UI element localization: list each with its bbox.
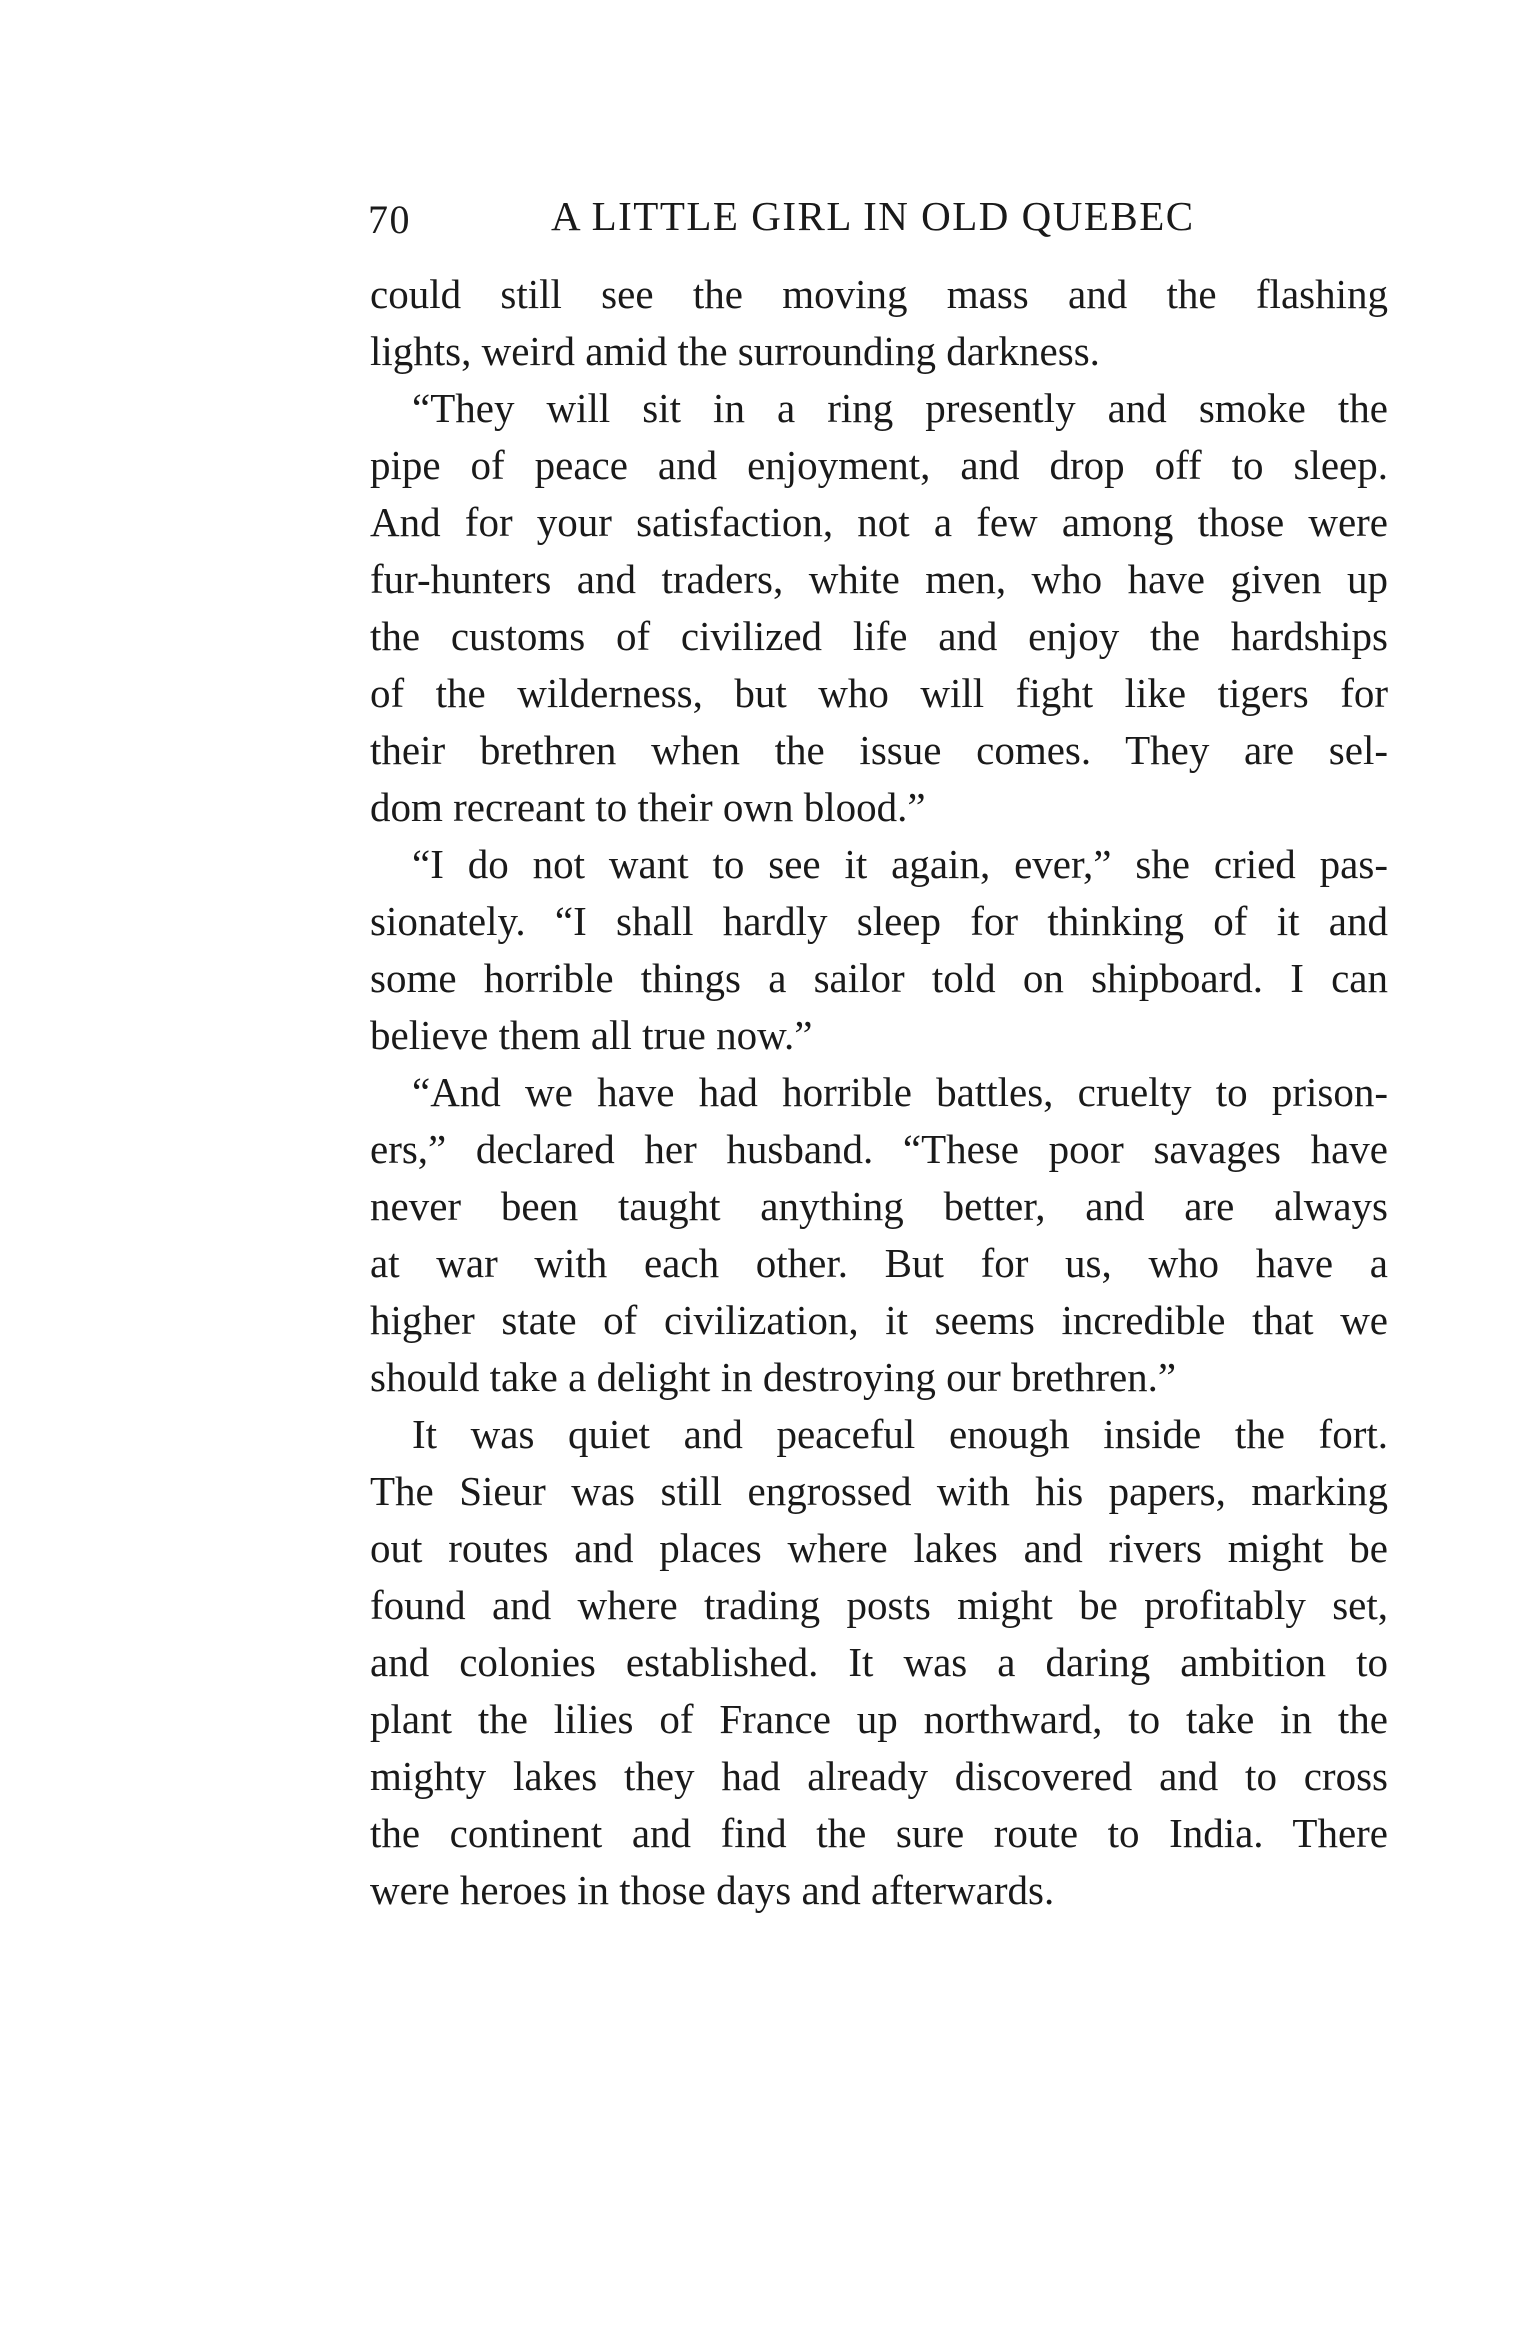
text-line: should take a delight in destroying our brethren.” (370, 1354, 1177, 1400)
text-line: believe them all true now.” (370, 1012, 813, 1058)
text-line: the customs of civilized life and enjoy the hardships (370, 613, 1388, 659)
text-line: dom recreant to their own blood.” (370, 784, 926, 830)
running-title: A LITTLE GIRL IN OLD QUEBEC (551, 193, 1195, 239)
text-line: lights, weird amid the surrounding darkness. (370, 328, 1100, 374)
text-line: mighty lakes they had already discovered and to cross (370, 1753, 1388, 1799)
body-text (370, 266, 1388, 1919)
text-line: sionately. “I shall hardly sleep for thinking of it and (370, 898, 1388, 944)
text-line: “And we have had horrible battles, cruelty to prison- (412, 1069, 1388, 1115)
text-line: The Sieur was still engrossed with his papers, marking (370, 1468, 1388, 1514)
text-line: their brethren when the issue comes. They are sel- (370, 727, 1388, 773)
text-line: higher state of civilization, it seems incredible that we (370, 1297, 1388, 1343)
page-number: 70 (368, 197, 411, 242)
text-line: pipe of peace and enjoyment, and drop off to sleep. (370, 442, 1388, 488)
text-line: and colonies established. It was a daring ambition to (370, 1639, 1388, 1685)
text-line: some horrible things a sailor told on shipboard. I can (370, 955, 1388, 1001)
text-line: at war with each other. But for us, who have a (370, 1240, 1388, 1286)
running-head (368, 192, 1388, 252)
text-line: out routes and places where lakes and rivers might be (370, 1525, 1388, 1571)
text-line: “They will sit in a ring presently and smoke the (412, 385, 1388, 431)
text-line: the continent and find the sure route to India. There (370, 1810, 1388, 1856)
text-line: plant the lilies of France up northward, to take in the (370, 1696, 1388, 1742)
text-line: could still see the moving mass and the flashing (370, 271, 1388, 317)
text-line: “I do not want to see it again, ever,” she cried pas- (412, 841, 1388, 887)
text-line: It was quiet and peaceful enough inside the fort. (412, 1411, 1388, 1457)
text-line: never been taught anything better, and are always (370, 1183, 1388, 1229)
text-line: ers,” declared her husband. “These poor savages have (370, 1126, 1388, 1172)
text-line: And for your satisfaction, not a few among those were (370, 499, 1388, 545)
text-line: found and where trading posts might be profitably set, (370, 1582, 1388, 1628)
text-line: fur-hunters and traders, white men, who have given up (370, 556, 1388, 602)
text-line: of the wilderness, but who will fight like tigers for (370, 670, 1388, 716)
text-line: were heroes in those days and afterwards. (370, 1867, 1055, 1913)
